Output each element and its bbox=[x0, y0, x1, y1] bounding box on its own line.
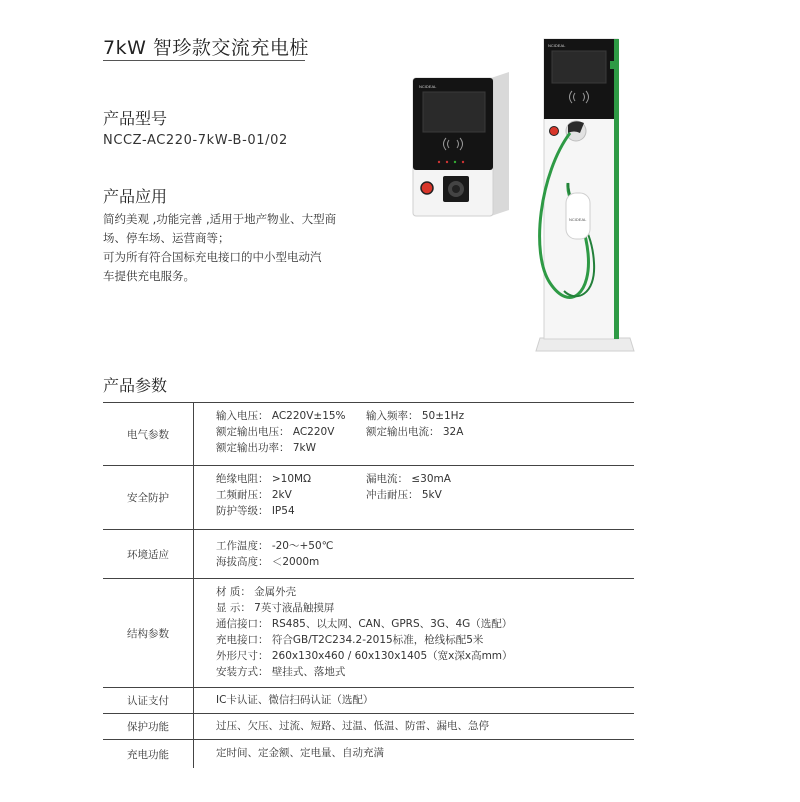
spec-table bbox=[103, 402, 634, 768]
application-line: 场、停车场、运营商等； bbox=[103, 231, 230, 245]
application-line: 可为所有符合国标充电接口的中小型电动汽 bbox=[103, 250, 322, 264]
application-line: 简约美观 ,功能完善 ,适用于地产物业、大型商 bbox=[103, 212, 337, 226]
spec-value: 输入电压： AC220V±15% bbox=[216, 410, 346, 422]
spec-value: 额定输出电压： AC220V bbox=[216, 426, 335, 438]
spec-value: 绝缘电阻： >10MΩ bbox=[216, 473, 312, 485]
spec-value: 防护等级： IP54 bbox=[216, 505, 295, 517]
svg-text:NCIDEAL: NCIDEAL bbox=[569, 217, 587, 222]
spec-value: IC卡认证、微信扫码认证（选配） bbox=[216, 694, 374, 706]
row-category: 认证支付 bbox=[127, 695, 169, 707]
spec-value: 定时间、定金额、定电量、自动充满 bbox=[216, 747, 384, 759]
row-category: 结构参数 bbox=[127, 627, 169, 640]
row-category: 电气参数 bbox=[127, 428, 169, 441]
spec-value: 通信接口： RS485、以太网、CAN、GPRS、3G、4G（选配） bbox=[216, 618, 513, 630]
green-trim bbox=[614, 39, 619, 339]
spec-value: 海拔高度： ＜2000m bbox=[216, 556, 320, 568]
table-row bbox=[103, 529, 634, 578]
table-row bbox=[103, 739, 634, 768]
spec-value: 材 质： 金属外壳 bbox=[216, 586, 297, 598]
floor-charger-image bbox=[530, 33, 640, 368]
model-code: NCCZ-AC220-7kW-B-01/02 bbox=[103, 133, 288, 148]
spec-value: 工频耐压： 2kV bbox=[216, 489, 292, 501]
table-row bbox=[103, 402, 634, 465]
spec-value: 充电接口： 符合GB/T2C234.2-2015标准，枪线标配5米 bbox=[216, 634, 484, 646]
row-category: 保护功能 bbox=[127, 721, 169, 733]
row-category: 环境适应 bbox=[127, 548, 169, 561]
title-underline bbox=[103, 60, 305, 61]
model-heading: 产品型号 bbox=[103, 109, 168, 128]
table-row bbox=[103, 713, 634, 739]
params-heading: 产品参数 bbox=[103, 376, 168, 395]
cable-holder bbox=[566, 193, 590, 239]
spec-value: 额定输出功率： 7kW bbox=[216, 442, 316, 454]
row-category: 充电功能 bbox=[127, 748, 169, 761]
application-description bbox=[103, 210, 353, 286]
table-row bbox=[103, 465, 634, 529]
spec-value: 过压、欠压、过流、短路、过温、低温、防雷、漏电、急停 bbox=[216, 720, 489, 732]
emergency-stop-icon bbox=[550, 127, 559, 136]
spec-value: 漏电流： ≤30mA bbox=[366, 473, 451, 485]
emergency-stop-icon bbox=[421, 182, 433, 194]
table-row bbox=[103, 578, 634, 687]
brand-logo: NCIDEAL bbox=[419, 84, 437, 89]
spec-value: 工作温度： -20～+50℃ bbox=[216, 540, 334, 552]
lcd-screen bbox=[423, 92, 485, 132]
page-title: 7kW 智珍款交流充电桩 bbox=[103, 37, 309, 59]
lcd-screen bbox=[552, 51, 606, 83]
row-category: 安全防护 bbox=[127, 492, 169, 504]
spec-value: 显 示： 7英寸液晶触摸屏 bbox=[216, 602, 335, 614]
brand-logo: NCIDEAL bbox=[548, 43, 566, 48]
application-heading: 产品应用 bbox=[103, 187, 168, 206]
application-line: 车提供充电服务。 bbox=[103, 269, 195, 283]
spec-value: 外形尺寸： 260x130x460 / 60x130x1405（宽x深x高mm） bbox=[216, 650, 513, 662]
spec-value: 输入频率： 50±1Hz bbox=[366, 410, 465, 422]
spec-value: 安装方式： 壁挂式、落地式 bbox=[216, 666, 346, 678]
wall-charger-image bbox=[405, 70, 515, 220]
table-row bbox=[103, 687, 634, 713]
spec-value: 冲击耐压： 5kV bbox=[366, 489, 442, 501]
spec-value: 额定输出电流： 32A bbox=[366, 426, 464, 438]
